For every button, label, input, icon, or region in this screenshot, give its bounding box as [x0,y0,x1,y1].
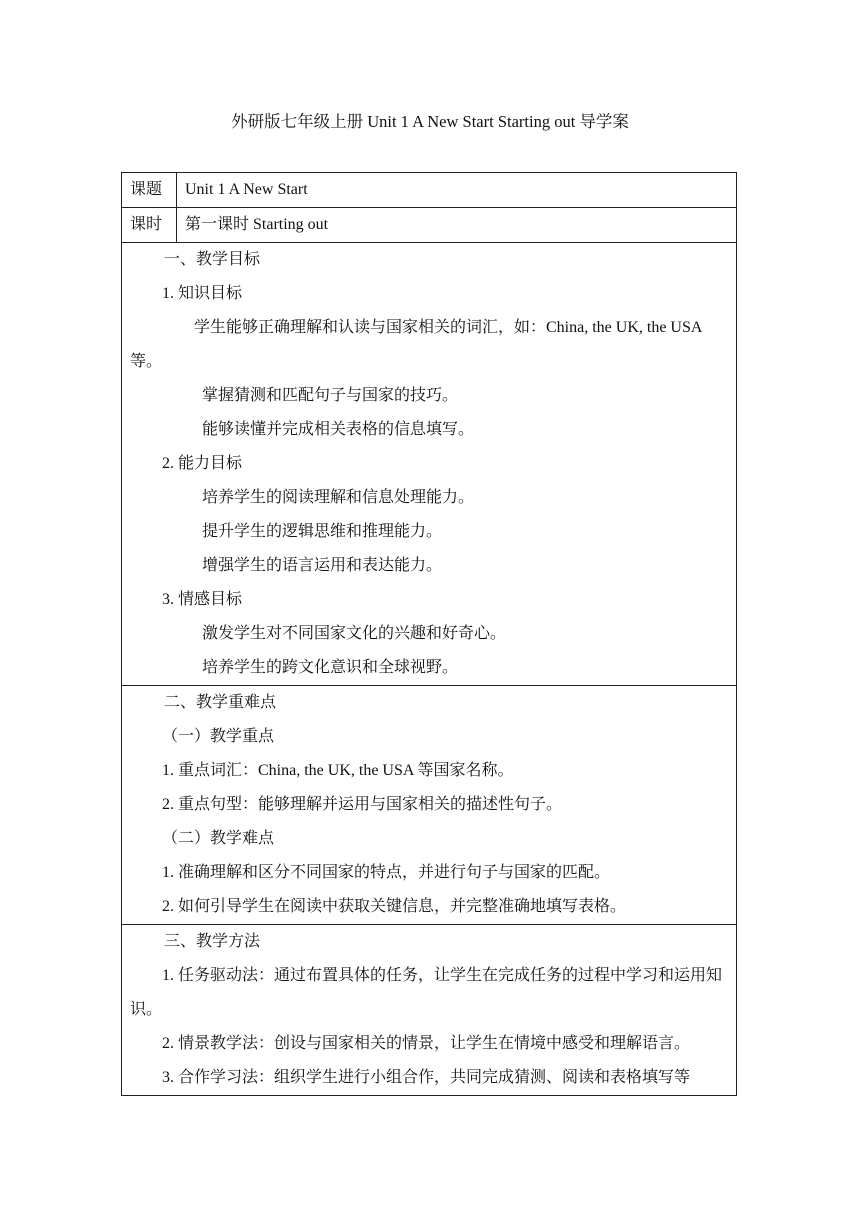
paragraph: 1. 任务驱动法：通过布置具体的任务，让学生在完成任务的过程中学习和运用知识。 [130,967,723,1018]
paragraph: 学生能够正确理解和认读与国家相关的词汇，如：China, the UK, the USA 等。 [130,319,702,370]
period-value-cell [177,208,737,243]
topic-value: Unit 1 A New Start [185,181,308,198]
paragraph: 培养学生的跨文化意识和全球视野。 [202,659,459,676]
table-row-methods [122,925,737,1096]
paragraph: 激发学生对不同国家文化的兴趣和好奇心。 [202,625,507,642]
key-points-section [122,686,737,925]
paragraph: 培养学生的阅读理解和信息处理能力。 [202,489,475,506]
paragraph: 能够读懂并完成相关表格的信息填写。 [202,421,475,438]
period-value: 第一课时 Starting out [185,216,329,233]
paragraph: 3. 合作学习法：组织学生进行小组合作，共同完成猜测、阅读和表格填写等 [162,1069,691,1086]
paragraph: 增强学生的语言运用和表达能力。 [202,557,443,574]
section-heading: 一、教学目标 [164,251,261,268]
subheading: （一）教学重点 [162,728,275,745]
subheading: （二）教学难点 [162,830,275,847]
period-label-cell [122,208,177,243]
paragraph: 掌握猜测和匹配句子与国家的技巧。 [202,387,459,404]
lesson-plan-table [121,172,737,1096]
topic-label-cell [122,173,177,208]
table-row-period [122,208,737,243]
paragraph: 1. 重点词汇：China, the UK, the USA 等国家名称。 [162,762,514,779]
paragraph: 1. 准确理解和区分不同国家的特点，并进行句子与国家的匹配。 [162,864,611,881]
page-title: 外研版七年级上册 Unit 1 A New Start Starting out 导学案 [231,112,629,131]
topic-value-cell [177,173,737,208]
table-row-objectives [122,243,737,686]
topic-label: 课题 [130,181,163,198]
section-heading: 三、教学方法 [164,933,261,950]
subheading: 3. 情感目标 [162,591,243,608]
table-row-key-points [122,686,737,925]
period-label: 课时 [130,216,163,233]
paragraph: 2. 重点句型：能够理解并运用与国家相关的描述性句子。 [162,796,563,813]
table-row-topic [122,173,737,208]
paragraph: 提升学生的逻辑思维和推理能力。 [202,523,443,540]
paragraph: 2. 如何引导学生在阅读中获取关键信息，并完整准确地填写表格。 [162,898,627,915]
objectives-section [122,243,737,686]
subheading: 2. 能力目标 [162,455,243,472]
subheading: 1. 知识目标 [162,285,243,302]
paragraph: 2. 情景教学法：创设与国家相关的情景，让学生在情境中感受和理解语言。 [162,1035,691,1052]
section-heading: 二、教学重难点 [164,694,277,711]
methods-section [122,925,737,1096]
